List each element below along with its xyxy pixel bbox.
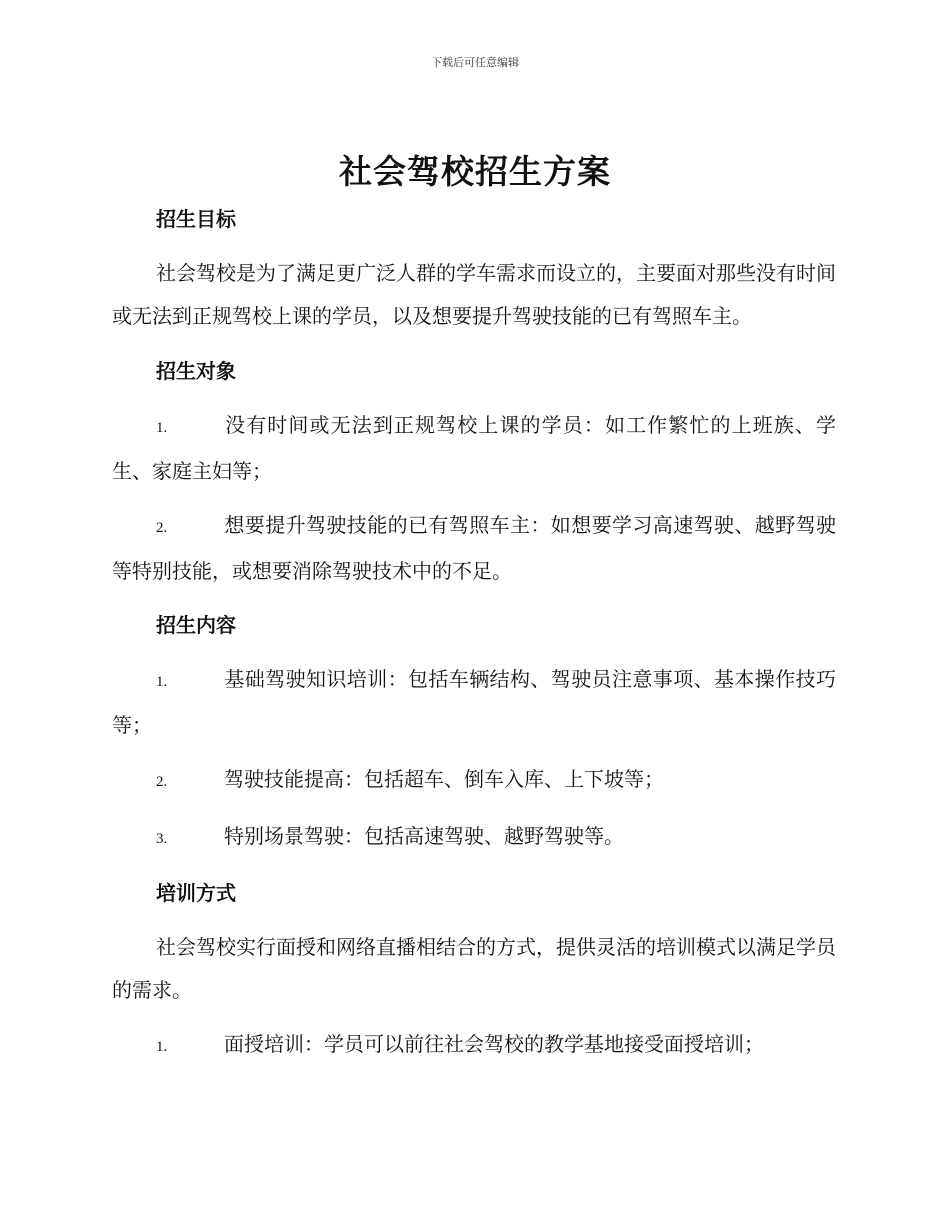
list-text: 没有时间或无法到正规驾校上课的学员：如工作繁忙的上班族、学生、家庭主妇等； bbox=[112, 413, 836, 483]
list-text: 想要提升驾驶技能的已有驾照车主：如想要学习高速驾驶、越野驾驶等特别技能，或想要消除驾驶技术中的不足。 bbox=[112, 513, 836, 583]
list-text: 驾驶技能提高：包括超车、倒车入库、上下坡等； bbox=[224, 767, 664, 791]
list-item bbox=[112, 404, 836, 493]
document-body bbox=[112, 198, 836, 1069]
list-text: 面授培训：学员可以前往社会驾校的教学基地接受面授培训； bbox=[224, 1032, 764, 1056]
document-title: 社会驾校招生方案 bbox=[339, 152, 611, 191]
list-item bbox=[112, 504, 836, 593]
list-number: 3. bbox=[156, 831, 168, 847]
list-item bbox=[112, 815, 836, 861]
list-text: 特别场景驾驶：包括高速驾驶、越野驾驶等。 bbox=[224, 824, 624, 848]
list-number: 1. bbox=[156, 420, 168, 436]
list-number: 1. bbox=[156, 674, 168, 690]
list-item bbox=[112, 1023, 836, 1069]
section-heading-goal: 招生目标 bbox=[156, 207, 236, 231]
list-number: 1. bbox=[156, 1039, 168, 1055]
list-text: 基础驾驶知识培训：包括车辆结构、驾驶员注意事项、基本操作技巧等； bbox=[112, 667, 836, 737]
section-heading-audience: 招生对象 bbox=[156, 359, 236, 383]
header-note: 下载后可任意编辑 bbox=[431, 56, 519, 69]
list-number: 2. bbox=[156, 520, 168, 536]
section-heading-training: 培训方式 bbox=[156, 881, 236, 905]
section-heading-content: 招生内容 bbox=[156, 613, 236, 637]
list-number: 2. bbox=[156, 774, 168, 790]
list-item bbox=[112, 758, 836, 804]
list-item bbox=[112, 658, 836, 747]
goal-paragraph: 社会驾校是为了满足更广泛人群的学车需求而设立的，主要面对那些没有时间或无法到正规驾校上课的学员，以及想要提升驾驶技能的已有驾照车主。 bbox=[112, 261, 836, 328]
training-paragraph: 社会驾校实行面授和网络直播相结合的方式，提供灵活的培训模式以满足学员的需求。 bbox=[112, 935, 836, 1002]
